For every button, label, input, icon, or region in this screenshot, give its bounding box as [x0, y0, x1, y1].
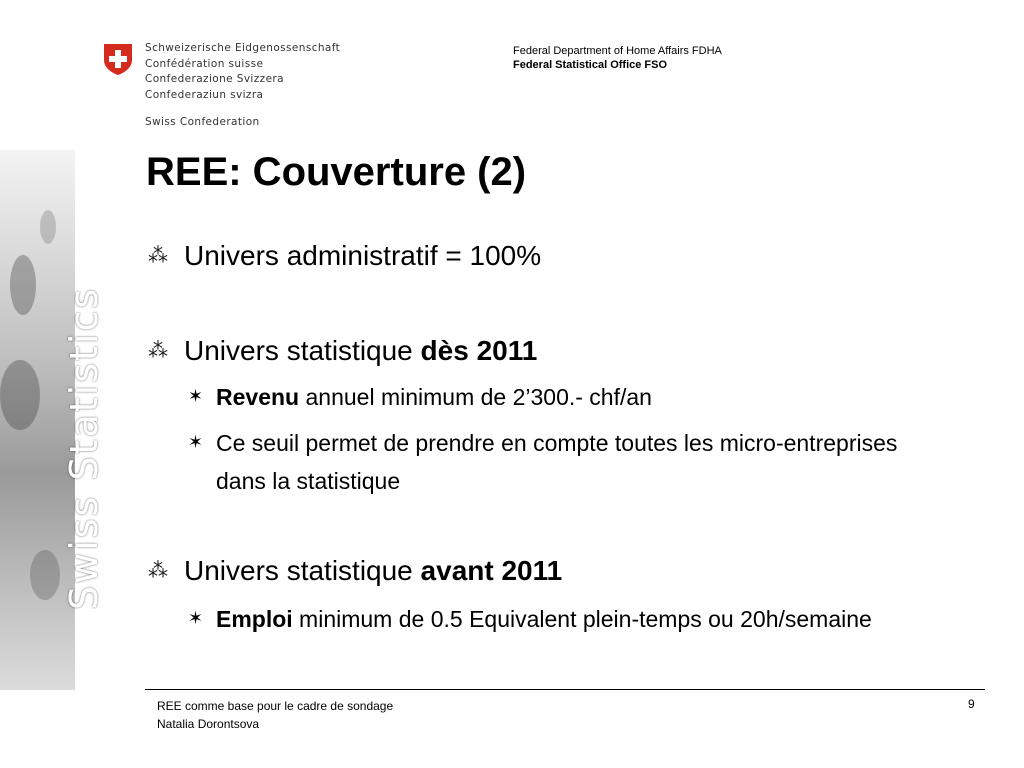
- sub-bullet-bold: Revenu: [216, 384, 300, 410]
- bullet-text: Univers statistique: [184, 555, 421, 586]
- asterisk-cluster-icon: ⁂: [148, 243, 168, 267]
- photo-figure: [0, 360, 40, 430]
- bullet-text-bold: avant 2011: [420, 555, 563, 586]
- photo-figure: [30, 550, 60, 600]
- department-name: Federal Department of Home Affairs FDHA: [513, 45, 722, 57]
- asterisk-cluster-icon: ⁂: [148, 338, 168, 362]
- office-name: Federal Statistical Office FSO: [513, 59, 668, 71]
- bullet-text: Univers statistique: [184, 335, 421, 366]
- photo-figure: [40, 210, 56, 244]
- footer-info: [157, 697, 393, 733]
- page-number: 9: [968, 697, 975, 711]
- footer-divider: [145, 689, 985, 690]
- bullet-item: [148, 335, 537, 367]
- sub-bullet-text: minimum de 0.5 Equivalent plein-temps ou 20h/semaine: [292, 606, 872, 632]
- six-point-star-icon: ✶: [188, 386, 204, 407]
- bullet-text: Univers administratif = 100%: [184, 240, 542, 271]
- sidebar-label: Swiss Statistics: [62, 286, 106, 610]
- bullet-item: [148, 240, 541, 272]
- sub-bullet-bold: Emploi: [216, 606, 293, 632]
- confederation-name-it: Confederazione Svizzera: [145, 73, 284, 85]
- confederation-name-rm: Confederaziun svizra: [145, 88, 264, 101]
- confederation-name-de: Schweizerische Eidgenossenschaft: [145, 42, 341, 54]
- bullet-text-bold: dès 2011: [420, 335, 538, 366]
- sub-bullet-item: [188, 424, 948, 500]
- six-point-star-icon: ✶: [188, 608, 204, 629]
- slide-title: REE: Couverture (2): [146, 150, 527, 194]
- confederation-name-fr: Confédération suisse: [145, 57, 264, 70]
- swiss-confederation-label: Swiss Confederation: [145, 116, 260, 128]
- confederation-names: [145, 41, 340, 103]
- swiss-cross-icon: [102, 42, 134, 76]
- sub-bullet-item: [188, 378, 948, 416]
- six-point-star-icon: ✶: [188, 432, 204, 453]
- department-block: [513, 44, 722, 72]
- footer-presentation-title: REE comme base pour le cadre de sondage: [157, 699, 394, 713]
- photo-figure: [10, 255, 36, 315]
- sub-bullet-text: Ce seuil permet de prendre en compte toutes les micro-entreprises dans la statistique: [216, 430, 898, 494]
- footer-author: Natalia Dorontsova: [157, 717, 260, 731]
- sub-bullet-text: annuel minimum de 2’300.- chf/an: [299, 384, 652, 410]
- asterisk-cluster-icon: ⁂: [148, 558, 168, 582]
- sub-bullet-item: [188, 600, 888, 638]
- bullet-item: [148, 555, 562, 587]
